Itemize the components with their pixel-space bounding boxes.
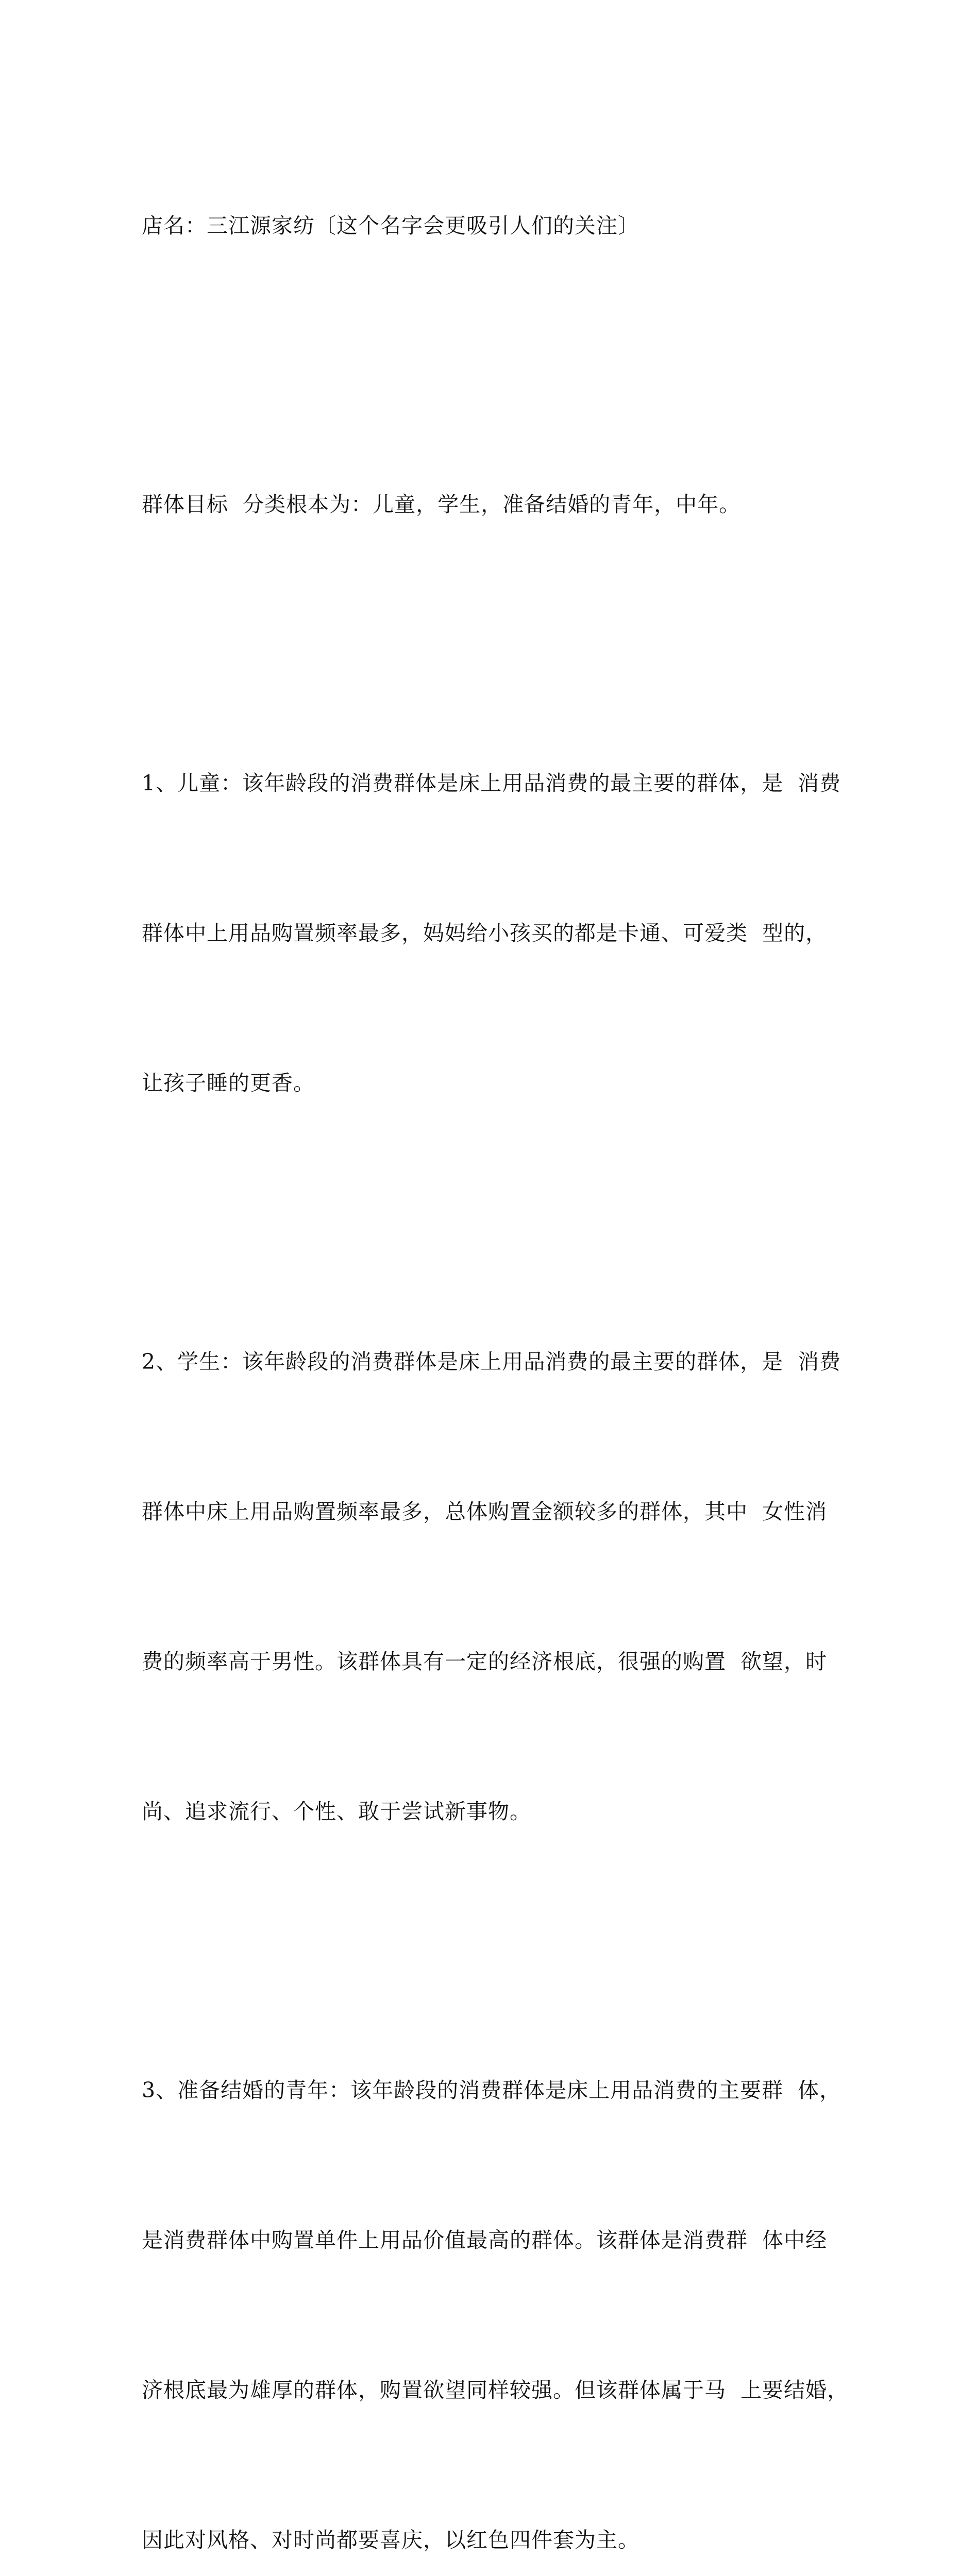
young-couples-paragraph bbox=[142, 1965, 849, 2576]
store-name-paragraph bbox=[142, 101, 827, 351]
children-paragraph bbox=[142, 658, 842, 1208]
target-groups-paragraph bbox=[142, 380, 827, 630]
text-line: 群体中床上用品购置频率最多，总体购置金额较多的群体，其中 女性消 bbox=[142, 1499, 828, 1524]
text-line: 1、儿童：该年龄段的消费群体是床上用品消费的最主要的群体，是 消费 bbox=[142, 771, 842, 795]
text-line: 是消费群体中购置单件上用品价值最高的群体。该群体是消费群 体中经 bbox=[142, 2228, 828, 2252]
text-line: 群体中上用品购置频率最多，妈妈给小孩买的都是卡通、可爱类 型的， bbox=[142, 921, 828, 945]
text-line: 费的频率高于男性。该群体具有一定的经济根底，很强的购置 欲望，时 bbox=[142, 1649, 828, 1674]
text-line: 3、准备结婚的青年：该年龄段的消费群体是床上用品消费的主要群 体， bbox=[142, 2078, 842, 2103]
text-line: 2、学生：该年龄段的消费群体是床上用品消费的最主要的群体，是 消费 bbox=[142, 1349, 842, 1374]
text-line: 让孩子睡的更香。 bbox=[142, 1071, 315, 1095]
text-line: 店名：三江源家纺〔这个名字会更吸引人们的关注〕 bbox=[142, 213, 640, 238]
text-line: 尚、追求流行、个性、敢于尝试新事物。 bbox=[142, 1799, 531, 1824]
text-line: 因此对风格、对时尚都要喜庆，以红色四件套为主。 bbox=[142, 2528, 640, 2552]
text-line: 济根底最为雄厚的群体，购置欲望同样较强。但该群体属于马 上要结婚， bbox=[142, 2378, 849, 2402]
text-line: 群体目标 分类根本为：儿童，学生，准备结婚的青年，中年。 bbox=[142, 492, 741, 517]
document-body bbox=[142, 101, 849, 2576]
students-paragraph bbox=[142, 1237, 842, 1937]
